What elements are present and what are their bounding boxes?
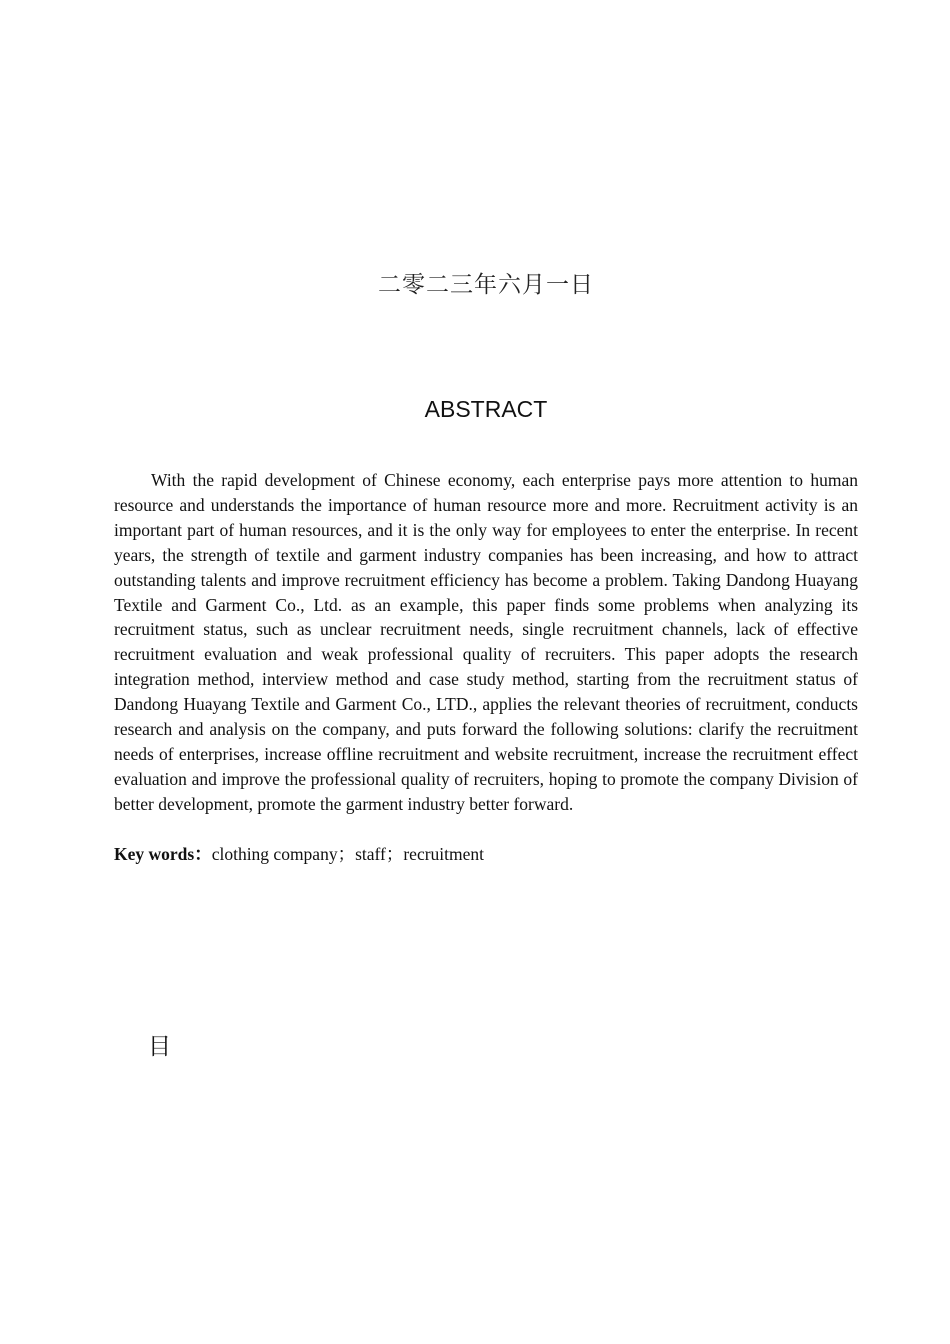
abstract-body: With the rapid development of Chinese economy, each enterprise pays more attention to human resource and understands the importance of human resource more and more. Recruitment activity is an important part of human resources, and it is the only way for employees to enter the enterprise. In recent years, the strength of textile and garment industry companies has been increasing, and how to attract outstanding talents and improve recruitment efficiency has become a problem. Taking Dandong Huayang Textile and Garment Co., Ltd. as an example, this paper finds some problems when analyzing its recruitment status, such as unclear recruitment needs, single recruitment channels, lack of effective recruitment evaluation and weak professional quality of recruiters. This paper adopts the research integration method, interview method and case study method, starting from the recruitment status of Dandong Huayang Textile and Garment Co., LTD., applies the relevant theories of recruitment, conducts research and analysis on the company, and puts forward the following solutions: clarify the recruitment needs of enterprises, increase offline recruitment and website recruitment, increase the recruitment effect evaluation and improve the professional quality of recruiters, hoping to promote the company Division of better development, promote the garment industry better forward. [114, 470, 858, 814]
date-line: 二零二三年六月一日 [378, 272, 594, 298]
toc-heading: 目 [148, 1034, 171, 1060]
keywords-label: Key words： [114, 844, 212, 864]
abstract-title: ABSTRACT [424, 396, 548, 422]
keywords-value: clothing company；staff；recruitment [211, 844, 485, 864]
keywords-line [114, 842, 858, 867]
